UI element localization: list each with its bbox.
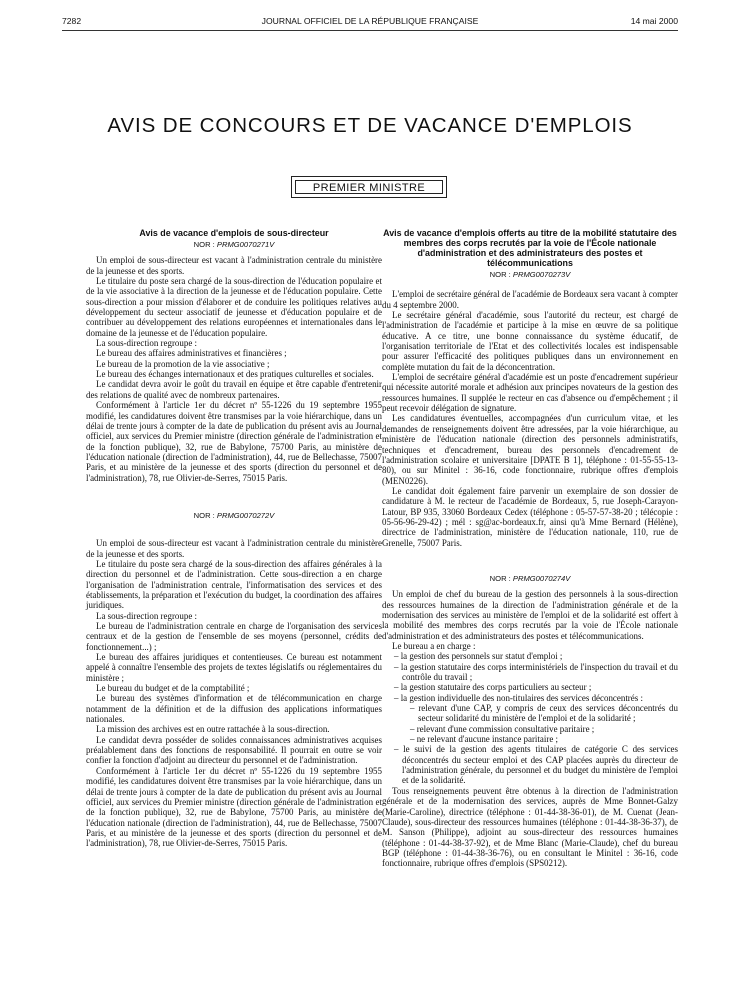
paragraph: Tous renseignements peuvent être obtenus à la direction de l'administration générale et de la modernisation des services, auprès de Mme Bonnet-Galzy (Marie-Caroline), directrice (téléphone : 01-44-38-36-01), de M. Cuenat (Jean-Claude), sous-directeur des ressources humaines (téléphone : 01-44-38-36-37), de M. Sanson (Philippe), adjoint au sous-directeur des ressources humaines (téléphone : 01-44-38-37-92), et de Mme Blanc (Marie-Claude), chef du bureau BGP (téléphone : 01-44-38-36-76), ou en consultant le Minitel : 36-16, code fonctionnaire, rubrique offres d'emplois (SPS0212). — [382, 785, 678, 869]
paragraph: La sous-direction regroupe : — [96, 610, 198, 621]
nor-reference: NOR : PRMG0070272V — [193, 510, 275, 520]
duties-list — [382, 651, 678, 703]
header-rule — [62, 30, 678, 31]
nor-reference: NOR : PRMG0070271V — [193, 240, 275, 249]
paragraph: La mission des archives est en outre rattachée à la sous-direction. — [96, 724, 330, 735]
paragraph: Conformément à l'article 1er du décret nº 55-1226 du 19 septembre 1955 modifié, les candidatures doivent être transmises par la voie hiérarchique, dans un délai de trente jours à compter de la date de publication du présent avis au Journal officiel, aux services du Premier ministre (direction générale de l'administration et de la fonction publique), 32, rue de Babylone, 75700 Paris, au ministère de l'éducation nationale (direction de l'administration), 44, rue de Bellechasse, 75007 Paris, et au ministère de la jeunesse et des sports (direction du personnel et de l'administration), 78, rue Olivier-de-Serres, 75015 Paris. — [86, 765, 382, 849]
paragraph: Le candidat devra posséder de solides connaissances administratives acquises préalablement dans des fonctions de responsabilité. Il pourrait en outre se voir confier la fonction d'adjoint au directeur du personnel et de l'administration. — [86, 734, 382, 766]
paragraph: Un emploi de sous-directeur est vacant à l'administration centrale du ministère de la jeunesse et des sports. — [86, 538, 382, 559]
paragraph: Le bureau des systèmes d'information et de télécommunication en charge notamment de la définition et de la diffusion des applications informatiques nationales. — [86, 693, 382, 725]
paragraph: Le titulaire du poste sera chargé de la sous-direction des affaires générales à la direction du personnel et de l'administration. Cette sous-direction a en charge l'organisation de l'administration centrale, l'informatisation des services et des établissements, la préparation et l'exécution du budget, la coordination des affaires juridiques. — [86, 558, 382, 611]
paragraph: La sous-direction regroupe : — [96, 338, 198, 349]
list-item: – le suivi de la gestion des agents titulaires de catégorie C des services déconcentrés du secteur emploi et des CAP placées auprès du directeur de l'administration générale, du personnel et du budget du ministère de l'emploi et de la solidarité. — [394, 744, 678, 785]
list-item: – la gestion individuelle des non-titulaires des services déconcentrés : — [394, 693, 678, 703]
section-title: PREMIER MINISTRE — [295, 180, 443, 194]
paragraph: L'emploi de secrétaire général d'académie est un poste d'encadrement supérieur qui nécessite autorité morale et adhésion aux principes novateurs de la gestion des ressources humaines. Il supplée le recteur en cas d'absence ou d'empêchement ; il peut recevoir délégation de signature. — [382, 372, 678, 414]
paragraph: Le bureau des affaires administratives et financières ; — [96, 348, 287, 359]
paragraph: Le bureau a en charge : — [392, 641, 476, 651]
paragraph: Un emploi de sous-directeur est vacant à l'administration centrale du ministère de la jeunesse et des sports. — [86, 255, 382, 276]
sub-list — [382, 703, 678, 744]
paragraph: Les candidatures éventuelles, accompagnées d'un curriculum vitae, et les demandes de renseignements doivent être adressées, par la voie hiérarchique, au ministère de l'éducation nationale (direction des personnels administratifs, techniques et d'encadrement, bureau des personnels d'encadrement de l'administration scolaire et universitaire [DPATE B 1], téléphone : 01-55-55-13-80), ou sur Minitel : 36-16, code fonctionnaire, rubrique offres d'emplois (MEN0226). — [382, 413, 678, 486]
list-item: – relevant d'une CAP, y compris de ceux des services déconcentrés du secteur solidarité du ministère de l'emploi et de la solidarité ; — [410, 703, 678, 724]
nor-reference: NOR : PRMG0070274V — [489, 573, 571, 583]
duties-list-continued — [382, 744, 678, 785]
left-column — [86, 224, 382, 849]
running-header — [62, 16, 678, 30]
paragraph: Le bureau de la promotion de la vie associative ; — [96, 358, 270, 369]
left-heading: Avis de vacance d'emplois de sous-directeur — [139, 228, 329, 238]
paragraph: L'emploi de secrétaire général de l'académie de Bordeaux sera vacant à compter du 4 septembre 2000. — [382, 289, 678, 310]
section-box — [291, 176, 447, 198]
list-item: – la gestion statutaire des corps interministériels de l'inspection du travail et du contrôle du travail ; — [394, 662, 678, 683]
paragraph: Le bureau du budget et de la comptabilité ; — [96, 683, 250, 694]
paragraph: Le bureau de l'administration centrale en charge de l'organisation des services centraux et de la gestion de l'ensemble de ses moyens (personnel, crédits de fonctionnement...) ; — [86, 621, 382, 652]
list-item: – la gestion statutaire des corps particuliers au secteur ; — [394, 682, 678, 692]
page-number: 7282 — [62, 16, 82, 26]
journal-name: JOURNAL OFFICIEL DE LA RÉPUBLIQUE FRANÇAISE — [261, 16, 479, 26]
list-item: – relevant d'une commission consultative paritaire ; — [410, 724, 678, 734]
paragraph: Le titulaire du poste sera chargé de la sous-direction de l'éducation populaire et de la vie associative à la direction de la jeunesse et de l'éducation populaire. Cette sous-direction a pour mission d'élaborer et de conduire les politiques relatives au développement du secteur associatif de jeunesse et d'éducation populaire et de contribuer au développement des relations européennes et internationales dans le domaine de la jeunesse et de l'éducation populaire. — [86, 276, 382, 338]
right-column — [382, 224, 678, 869]
paragraph: Un emploi de chef du bureau de la gestion des personnels à la sous-direction des ressources humaines de la direction de l'administration générale et de la modernisation des services au ministère de l'emploi et de la solidarité est offert à la mobilité des membres des corps recrutés par la voie de l'École nationale d'administration et des administrateurs des postes et télécommunications. — [382, 589, 678, 641]
nor-reference: NOR : PRMG0070273V — [489, 270, 571, 279]
paragraph: Le bureau des échanges internationaux et des pratiques culturelles et sociales. — [96, 369, 374, 380]
paragraph: Le candidat doit également faire parvenir un exemplaire de son dossier de candidature à M. le recteur de l'académie de Bordeaux, 5, rue Joseph-Carayon-Latour, BP 935, 33060 Bordeaux Cedex (téléphone : 05-57-57-38-20 ; télécopie : 05-56-96-29-42) ; mél : sg@ac-bordeaux.fr, ainsi qu'à Mme Bernard (Hélène), directrice de l'administration, ministère de l'éducation nationale, 110, rue de Grenelle, 75007 Paris. — [382, 485, 678, 548]
paragraph: Le candidat devra avoir le goût du travail en équipe et être capable d'entretenir des relations de qualité avec de nombreux partenaires. — [86, 379, 382, 400]
issue-date: 14 mai 2000 — [630, 16, 678, 26]
page-title: AVIS DE CONCOURS ET DE VACANCE D'EMPLOIS — [107, 114, 633, 137]
paragraph: Conformément à l'article 1er du décret nº 55-1226 du 19 septembre 1955 modifié, les candidatures doivent être transmises par la voie hiérarchique, dans un délai de trente jours à compter de la date de publication du présent avis au Journal officiel, aux services du Premier ministre (direction générale de l'administration et de la fonction publique), 32, rue de Babylone, 75700 Paris, au ministère de l'éducation nationale (direction de l'administration), 44, rue de Bellechasse, 75007 Paris, et au ministère de la jeunesse et des sports (direction du personnel et de l'administration), 78, rue Olivier-de-Serres, 75015 Paris. — [86, 400, 382, 483]
paragraph: Le bureau des affaires juridiques et contentieuses. Ce bureau est notamment appelé à connaître l'ensemble des projets de textes législatifs ou réglementaires du ministère ; — [86, 652, 382, 683]
paragraph: Le secrétaire général d'académie, sous l'autorité du recteur, est chargé de l'administration de l'académie et participe à la mise en œuvre de sa politique éducative. A ce titre, une bonne connaissance du système éducatif, de l'organisation territoriale de l'Etat et des collectivités locales est indispensable pour assurer l'efficacité des politiques publiques dans un environnement en complète mutation du fait de la déconcentration. — [382, 310, 678, 372]
right-heading: Avis de vacance d'emplois offerts au titre de la mobilité statutaire des membres des corps recrutés par la voie de l'École nationale d'administration et des administrateurs des postes et télécommunications — [383, 228, 677, 268]
list-item: – ne relevant d'aucune instance paritaire ; — [410, 734, 678, 744]
list-item: – la gestion des personnels sur statut d'emploi ; — [394, 651, 678, 661]
